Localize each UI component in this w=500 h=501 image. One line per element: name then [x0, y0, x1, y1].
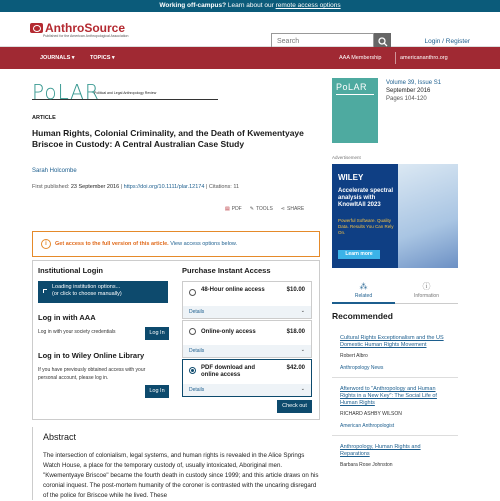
recommended-author: RICHARD ASHBY WILSON — [340, 411, 402, 417]
share-button[interactable] — [281, 206, 304, 212]
nav-aaa-membership[interactable]: AAA Membership — [339, 55, 382, 61]
option-label-pdf: PDF download and online access — [201, 365, 255, 378]
details-48h[interactable] — [183, 306, 311, 318]
checkout-button[interactable]: Check out — [277, 400, 312, 413]
nav-americananthro[interactable]: americananthro.org — [400, 55, 448, 61]
purchase-option-online[interactable] — [182, 320, 312, 358]
logo-text: AnthroSource — [45, 21, 126, 35]
list-item — [332, 440, 458, 474]
recommended-section — [332, 311, 458, 478]
purchase-option-48h[interactable] — [182, 281, 312, 319]
journal-subtitle: Political and Legal Anthropology Review — [94, 91, 157, 95]
purchase-option-pdf[interactable] — [182, 359, 312, 397]
anthrosource-logo[interactable] — [30, 23, 125, 33]
abstract-heading: Abstract — [43, 432, 77, 442]
recommended-journal[interactable]: Anthropology News — [340, 365, 384, 371]
pdf-button[interactable] — [225, 206, 242, 212]
abstract-section — [32, 427, 320, 500]
option-label-48h: 48-Hour online access — [201, 287, 265, 293]
journal-cover-image[interactable] — [332, 78, 378, 143]
wiley-login-text-2: personal account, please log in. — [38, 375, 109, 381]
article-tools — [225, 206, 304, 212]
nav-journals-label: JOURNALS — [40, 55, 71, 61]
access-notice-bold: Get access to the full version of this article. — [55, 241, 169, 247]
network-icon: ⁂ — [359, 282, 368, 291]
recommended-author: Barbara Rose Johnston — [340, 462, 393, 468]
ad-learn-more-button[interactable]: Learn more — [338, 250, 380, 259]
tab-information-label: Information — [413, 293, 439, 299]
info-circle-icon: ⓘ — [422, 282, 431, 291]
issue-info — [386, 79, 441, 103]
option-price-online: $18.00 — [286, 329, 305, 335]
announcement-bold: Working off-campus? — [159, 2, 227, 9]
journal-name: PoLAR — [32, 80, 100, 104]
search-icon — [378, 37, 388, 47]
wrench-icon: ✎ — [249, 206, 254, 212]
tools-label: TOOLS — [255, 206, 273, 212]
recommended-title-link[interactable]: Cultural Rights Exceptionalism and the US Domestic Human Rights Movement — [340, 335, 444, 348]
logo-subtitle: Published for the American Anthropological Association — [43, 34, 129, 38]
details-online-label: Details — [189, 348, 205, 354]
nav-topics[interactable]: TOPICS ▾ — [90, 55, 115, 61]
details-48h-label: Details — [189, 309, 205, 315]
aaa-login-heading: Log in with AAA — [38, 313, 96, 322]
tab-related-label: Related — [354, 293, 373, 299]
related-info-tabs — [332, 276, 458, 304]
issue-date: September 2016 — [386, 88, 431, 94]
issue-pages: Pages 104-120 — [386, 96, 427, 102]
radio-pdf-selected[interactable] — [189, 367, 196, 374]
list-item — [332, 331, 458, 378]
article-title: Human Rights, Colonial Criminality, and the Death of Kwementyaye Briscoe in Custody: A Central Australian Case Study — [32, 128, 304, 149]
abstract-text: The intersection of colonialism, legal systems, and human rights is revealed in the Alice Springs Watch House, a place for the temporary custody of, usually intoxicated, Aboriginal men. "Kwementyaye Briscoe" became the fourth death in custody since 1999; and this article draws on his coronial inquest. The post-mortem humanity of the coroner is contrasted with the uncaring disregard of the police for Briscoe while he lived. These — [43, 452, 319, 499]
aaa-login-text: Log in with your society credentials — [38, 329, 116, 335]
chevron-down-icon: ⌄ — [300, 386, 305, 392]
announcement-text: Learn about our — [226, 2, 276, 9]
details-online[interactable] — [183, 345, 311, 357]
site-header — [0, 12, 500, 47]
institutional-login-heading: Institutional Login — [38, 266, 103, 275]
citations-count[interactable]: Citations: 11 — [208, 184, 240, 190]
view-access-options-link[interactable]: View access options below. — [170, 241, 238, 247]
recommended-title-link[interactable]: Afterword to "Anthropology and Human Rights in a New Key": The Social Life of Human Rights — [340, 386, 437, 406]
option-price-pdf: $42.00 — [286, 365, 305, 371]
pdf-label: PDF — [231, 206, 242, 212]
nav-divider — [395, 52, 396, 64]
first-published-date: 23 September 2016 — [70, 184, 120, 190]
issue-volume-link[interactable]: Volume 39, Issue S1 — [386, 80, 442, 86]
doi-link[interactable]: https://doi.org/10.1111/plar.12174 — [123, 184, 205, 190]
wiley-login-heading: Log in to Wiley Online Library — [38, 351, 145, 360]
wiley-login-text-1: If you have previously obtained access with your — [38, 367, 146, 373]
pdf-icon: ▤ — [225, 206, 230, 212]
article-type: ARTICLE — [32, 115, 56, 121]
info-icon: i — [41, 239, 51, 249]
recommended-heading: Recommended — [332, 311, 393, 321]
ad-headline: Accelerate spectral analysis with KnowItAll 2023 — [338, 188, 394, 208]
radio-48h[interactable] — [189, 289, 196, 296]
advertisement-banner[interactable] — [332, 164, 458, 268]
nav-journals[interactable]: JOURNALS ▾ — [40, 55, 75, 61]
announcement-bar — [0, 0, 500, 12]
chevron-down-icon: ⌄ — [300, 308, 305, 314]
cover-divider — [336, 94, 374, 95]
access-notice — [32, 231, 320, 257]
chevron-down-icon: ⌄ — [300, 347, 305, 353]
remote-access-link[interactable]: remote access options — [275, 2, 341, 9]
ad-subtext: Powerful Software. Quality Data. Results You Can Rely On. — [338, 218, 394, 235]
recommended-journal[interactable]: American Anthropologist — [340, 423, 395, 429]
recommended-author: Robert Albro — [340, 353, 368, 359]
ad-brand: WILEY — [338, 173, 364, 182]
institution-login-button[interactable] — [38, 281, 168, 303]
institution-login-line1: Loading institution options... — [52, 284, 121, 290]
option-price-48h: $10.00 — [286, 287, 305, 293]
radio-online[interactable] — [189, 328, 196, 335]
purchase-heading: Purchase Instant Access — [182, 266, 271, 275]
tab-related[interactable] — [332, 276, 395, 304]
main-nav — [0, 47, 500, 69]
search-input[interactable]: Search — [271, 33, 374, 50]
recommended-title-link[interactable]: Anthropology, Human Rights and Reparations — [340, 444, 421, 457]
logo-mark-icon — [30, 23, 43, 33]
journal-banner[interactable] — [32, 80, 218, 104]
wiley-login-button[interactable]: Log In — [145, 385, 169, 398]
author-link[interactable]: Sarah Holcombe — [32, 168, 77, 174]
share-icon: ⋖ — [280, 206, 285, 212]
share-label: SHARE — [287, 206, 305, 212]
login-register-link[interactable]: Login / Register — [424, 38, 470, 45]
details-pdf-label: Details — [189, 387, 205, 393]
option-label-online: Online-only access — [201, 329, 256, 335]
article-meta: First published: 23 September 2016 | https://doi.org/10.1111/plar.12174 | Citations: 11 — [32, 184, 240, 190]
details-pdf[interactable] — [183, 384, 311, 396]
nav-topics-label: TOPICS — [90, 55, 111, 61]
advertisement-label: Advertisement — [332, 155, 361, 160]
tools-button[interactable] — [250, 206, 273, 212]
institution-login-line2: (or click to choose manually) — [52, 291, 122, 297]
tab-information[interactable] — [395, 276, 458, 304]
list-item — [332, 382, 458, 436]
ad-lab-image — [398, 164, 458, 268]
cover-journal-name: PoLAR — [336, 82, 368, 92]
aaa-login-button[interactable]: Log In — [145, 327, 169, 340]
first-published-label: First published: — [32, 184, 71, 190]
